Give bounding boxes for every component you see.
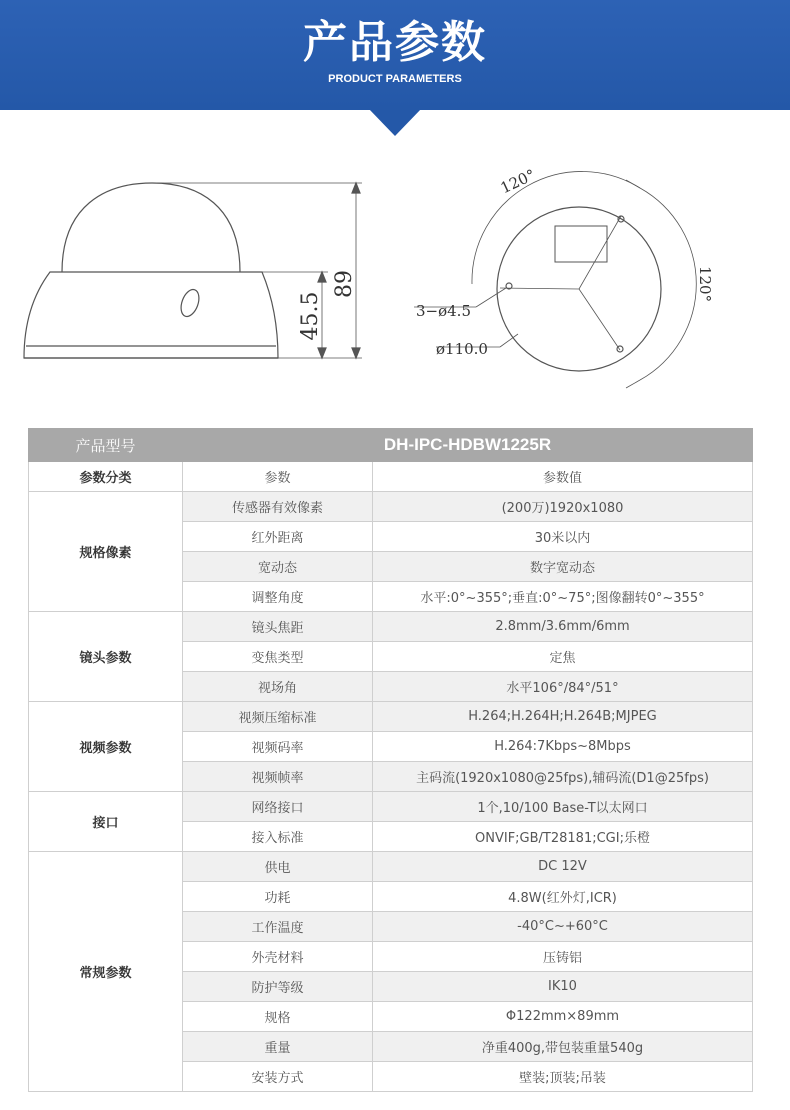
value-cell: IK10 — [373, 972, 753, 1002]
value-cell: H.264;H.264H;H.264B;MJPEG — [373, 702, 753, 732]
category-cell: 视频参数 — [29, 702, 183, 792]
table-row — [29, 852, 753, 882]
param-cell: 传感器有效像素 — [183, 492, 373, 522]
model-value: DH-IPC-HDBW1225R — [183, 429, 753, 462]
table-row — [29, 492, 753, 522]
value-cell: Φ122mm×89mm — [373, 1002, 753, 1032]
value-cell: 主码流(1920x1080@25fps),辅码流(D1@25fps) — [373, 762, 753, 792]
param-cell: 接入标准 — [183, 822, 373, 852]
param-cell: 红外距离 — [183, 522, 373, 552]
table-row — [29, 612, 753, 642]
page-title: 产品参数 — [303, 17, 487, 68]
param-cell: 外壳材料 — [183, 942, 373, 972]
angle-right-label: 120° — [696, 265, 714, 303]
value-cell: 水平:0°~355°;垂直:0°~75°;图像翻转0°~355° — [373, 582, 753, 612]
param-cell: 视频码率 — [183, 732, 373, 762]
param-cell: 安装方式 — [183, 1062, 373, 1092]
column-header-row — [29, 462, 753, 492]
value-cell: 4.8W(红外灯,ICR) — [373, 882, 753, 912]
angle-top-label: 120° — [497, 165, 539, 198]
header-banner — [0, 0, 790, 110]
value-cell: 定焦 — [373, 642, 753, 672]
table-row — [29, 792, 753, 822]
param-cell: 镜头焦距 — [183, 612, 373, 642]
param-cell: 视频压缩标准 — [183, 702, 373, 732]
param-cell: 宽动态 — [183, 552, 373, 582]
value-cell: DC 12V — [373, 852, 753, 882]
value-cell: 2.8mm/3.6mm/6mm — [373, 612, 753, 642]
param-cell: 网络接口 — [183, 792, 373, 822]
model-label: 产品型号 — [29, 429, 183, 462]
param-cell: 调整角度 — [183, 582, 373, 612]
col-category-header: 参数分类 — [29, 462, 183, 492]
col-param-header: 参数 — [183, 462, 373, 492]
table-row — [29, 702, 753, 732]
param-cell: 视频帧率 — [183, 762, 373, 792]
side-height-label: 89 — [332, 270, 357, 298]
param-cell: 功耗 — [183, 882, 373, 912]
model-row — [29, 429, 753, 462]
col-value-header: 参数值 — [373, 462, 753, 492]
param-cell: 视场角 — [183, 672, 373, 702]
param-cell: 变焦类型 — [183, 642, 373, 672]
param-cell: 供电 — [183, 852, 373, 882]
value-cell: 净重400g,带包装重量540g — [373, 1032, 753, 1062]
param-cell: 防护等级 — [183, 972, 373, 1002]
category-cell: 常规参数 — [29, 852, 183, 1092]
hole-spec-label: 3−ø4.5 — [416, 302, 471, 320]
page-subtitle: PRODUCT PARAMETERS — [328, 73, 462, 85]
value-cell: ONVIF;GB/T28181;CGI;乐橙 — [373, 822, 753, 852]
banner-pointer — [368, 108, 422, 136]
value-cell: 水平106°/84°/51° — [373, 672, 753, 702]
param-cell: 规格 — [183, 1002, 373, 1032]
param-cell: 重量 — [183, 1032, 373, 1062]
value-cell: 30米以内 — [373, 522, 753, 552]
value-cell: H.264:7Kbps~8Mbps — [373, 732, 753, 762]
category-cell: 镜头参数 — [29, 612, 183, 702]
side-lower-height-label: 45.5 — [298, 291, 323, 341]
spec-table — [28, 428, 753, 1092]
param-cell: 工作温度 — [183, 912, 373, 942]
category-cell: 接口 — [29, 792, 183, 852]
value-cell: 压铸铝 — [373, 942, 753, 972]
category-cell: 规格像素 — [29, 492, 183, 612]
value-cell: (200万)1920x1080 — [373, 492, 753, 522]
value-cell: 数字宽动态 — [373, 552, 753, 582]
value-cell: 1个,10/100 Base-T以太网口 — [373, 792, 753, 822]
value-cell: 壁装;顶装;吊装 — [373, 1062, 753, 1092]
dimension-drawings — [0, 136, 790, 426]
value-cell: -40°C~+60°C — [373, 912, 753, 942]
diameter-label: ø110.0 — [436, 340, 488, 358]
